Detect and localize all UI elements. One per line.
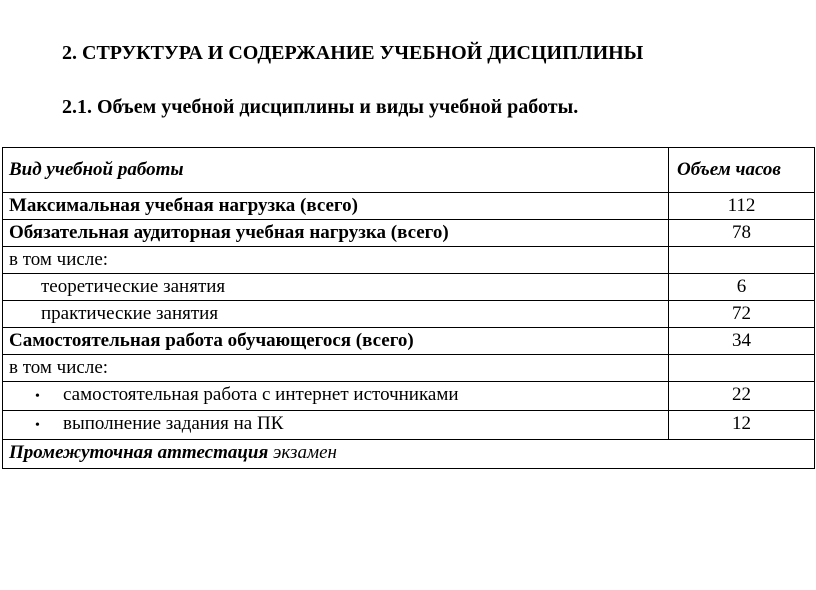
row-value: 112 — [669, 193, 815, 220]
row-label-bulleted — [3, 382, 669, 411]
workload-table — [2, 147, 815, 469]
table-row — [3, 411, 815, 440]
row-label: практические занятия — [3, 301, 669, 328]
table-row — [3, 301, 815, 328]
row-label: теоретические занятия — [3, 274, 669, 301]
row-label: в том числе: — [3, 355, 669, 382]
subsection-title: 2.1. Объем учебной дисциплины и виды учебной работы. — [62, 96, 579, 118]
row-value: 34 — [669, 328, 815, 355]
table-row — [3, 220, 815, 247]
table-row — [3, 247, 815, 274]
final-assessment-label: Промежуточная аттестация — [9, 442, 269, 463]
table-row-final — [3, 440, 815, 469]
row-value — [669, 247, 815, 274]
row-label: Максимальная учебная нагрузка (всего) — [3, 193, 669, 220]
table-row — [3, 355, 815, 382]
row-label: Обязательная аудиторная учебная нагрузка (всего) — [3, 220, 669, 247]
row-label-bulleted — [3, 411, 669, 440]
bullet-icon: • — [35, 418, 40, 433]
row-value: 6 — [669, 274, 815, 301]
section-title: 2. СТРУКТУРА И СОДЕРЖАНИЕ УЧЕБНОЙ ДИСЦИПЛИНЫ — [62, 42, 644, 64]
table-row — [3, 193, 815, 220]
row-value: 12 — [669, 411, 815, 440]
row-value: 78 — [669, 220, 815, 247]
row-label: выполнение задания на ПК — [63, 413, 284, 434]
row-value: 72 — [669, 301, 815, 328]
header-work-type: Вид учебной работы — [3, 148, 669, 193]
final-assessment-value: экзамен — [273, 442, 337, 463]
header-hours: Объем часов — [669, 148, 815, 193]
row-label: самостоятельная работа с интернет источниками — [63, 384, 459, 405]
row-value: 22 — [669, 382, 815, 411]
row-value — [669, 355, 815, 382]
row-label: Самостоятельная работа обучающегося (всего) — [3, 328, 669, 355]
bullet-icon: • — [35, 389, 40, 404]
table-row — [3, 328, 815, 355]
final-assessment-cell — [3, 440, 815, 469]
table-row — [3, 274, 815, 301]
table-row — [3, 382, 815, 411]
table-header-row — [3, 148, 815, 193]
row-label: в том числе: — [3, 247, 669, 274]
